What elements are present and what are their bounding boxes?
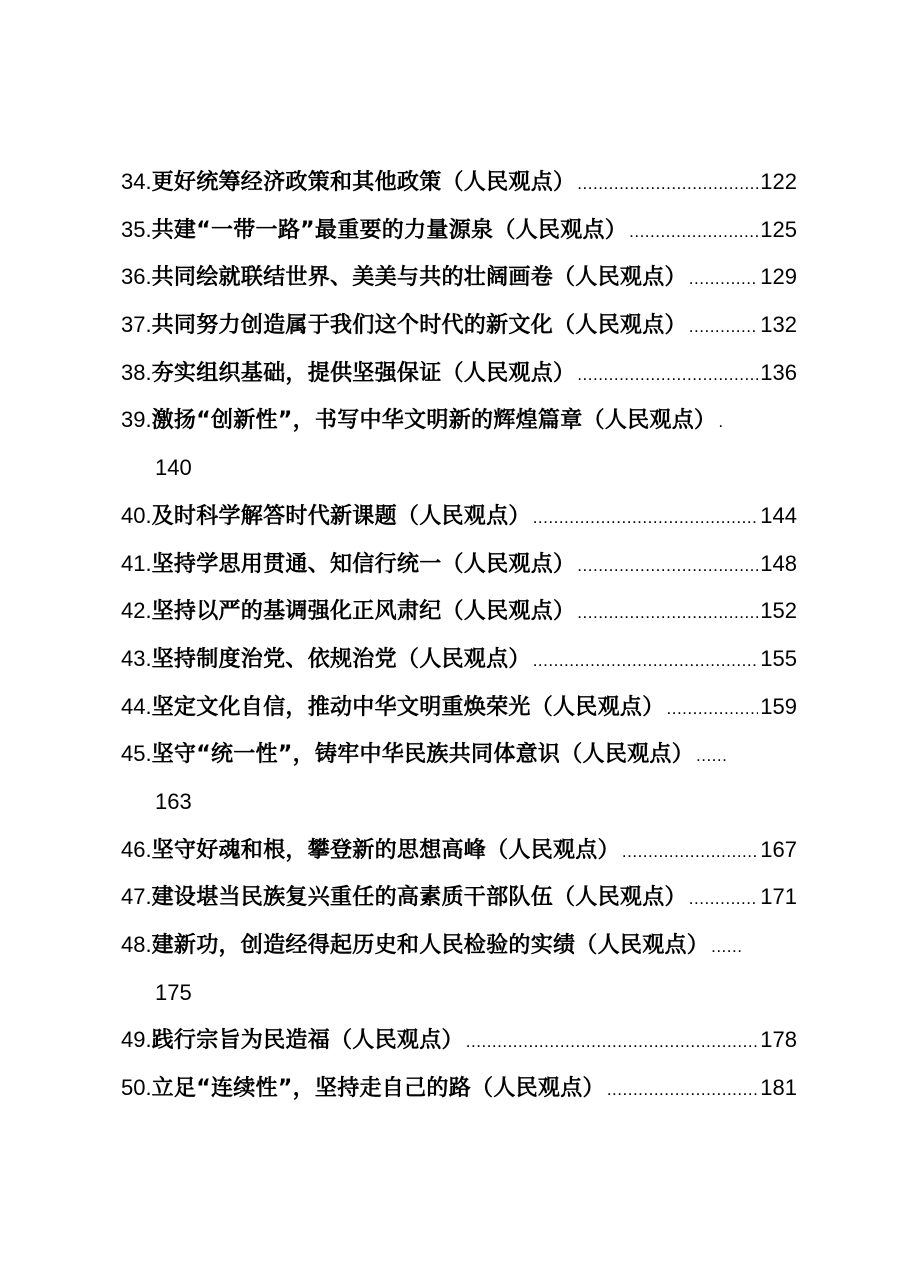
toc-leader-dots [607, 1066, 758, 1112]
toc-entry[interactable] [121, 206, 797, 254]
table-of-contents [121, 158, 797, 1112]
toc-entry-title: 共同绘就联结世界、美美与共的壮阔画卷（人民观点） [151, 265, 687, 291]
toc-entry[interactable] [121, 873, 797, 921]
toc-entry[interactable] [121, 349, 797, 397]
toc-leader-dots [689, 875, 758, 921]
toc-entry-number: 36. [121, 264, 152, 290]
toc-entry-number: 44. [121, 693, 152, 719]
toc-entry-title: 夯实组织基础，提供坚强保证（人民观点） [151, 360, 576, 386]
toc-entry-title: 坚持以严的基调强化正风肃纪（人民观点） [151, 599, 576, 625]
toc-entry-page: 171 [760, 884, 797, 910]
toc-entry-page: 175 [155, 979, 192, 1005]
toc-leader-dots: ...... [711, 937, 743, 956]
toc-entry[interactable] [121, 301, 797, 349]
toc-entry-page: 148 [760, 550, 797, 576]
toc-entry-number: 39. [121, 407, 152, 433]
toc-entry[interactable] [121, 1016, 797, 1064]
toc-entry[interactable] [121, 921, 797, 969]
toc-leader-dots [689, 303, 758, 349]
toc-entry-page: 181 [760, 1075, 797, 1101]
toc-leader-dots [577, 351, 758, 397]
toc-entry-number: 41. [121, 550, 152, 576]
toc-leader-dots: ...... [696, 746, 728, 766]
toc-entry-title: 更好统筹经济政策和其他政策（人民观点） [151, 170, 576, 195]
toc-entry[interactable] [121, 826, 797, 874]
toc-entry-number: 48. [121, 932, 152, 957]
toc-entry-page: 136 [760, 359, 797, 385]
toc-leader-dots [577, 542, 758, 588]
toc-entry-page: 129 [760, 264, 797, 290]
toc-entry-number: 40. [121, 502, 152, 528]
toc-leader-dots: . [718, 412, 724, 432]
toc-entry-page: 152 [760, 598, 797, 624]
toc-entry-title: 共同努力创造属于我们这个时代的新文化（人民观点） [151, 313, 687, 339]
toc-entry-number: 43. [121, 645, 152, 671]
toc-entry-number: 42. [121, 598, 152, 624]
toc-entry[interactable] [121, 635, 797, 683]
toc-leader-dots [466, 1018, 758, 1064]
toc-entry-page: 122 [760, 169, 797, 194]
toc-entry-continuation[interactable] [121, 444, 797, 492]
toc-entry-page: 163 [155, 788, 192, 814]
toc-entry-number: 47. [121, 884, 152, 910]
toc-leader-dots [629, 208, 758, 254]
toc-entry[interactable] [121, 396, 797, 444]
toc-entry-title: 激扬“创新性”，书写中华文明新的辉煌篇章（人民观点） [151, 408, 717, 434]
toc-entry[interactable] [121, 683, 797, 731]
toc-entry-page: 140 [155, 455, 192, 481]
toc-entry-number: 49. [121, 1027, 152, 1053]
toc-entry-title: 坚定文化自信，推动中华文明重焕荣光（人民观点） [151, 694, 665, 720]
toc-entry-number: 35. [121, 216, 152, 242]
toc-entry-page: 144 [760, 502, 797, 528]
toc-entry-page: 155 [760, 645, 797, 671]
toc-entry-page: 125 [760, 216, 797, 242]
toc-entry-title: 坚守“统一性”，铸牢中华民族共同体意识（人民观点） [151, 742, 695, 768]
toc-entry-continuation[interactable] [121, 969, 797, 1017]
toc-entry-title: 建设堪当民族复兴重任的高素质干部队伍（人民观点） [151, 885, 687, 911]
toc-entry[interactable] [121, 492, 797, 540]
toc-entry-page: 159 [760, 693, 797, 719]
toc-entry-number: 46. [121, 836, 152, 862]
toc-leader-dots [667, 685, 759, 731]
toc-entry-number: 45. [121, 741, 152, 767]
toc-entry-title: 立足“连续性”，坚持走自己的路（人民观点） [151, 1076, 605, 1102]
toc-entry-page: 132 [760, 312, 797, 338]
toc-entry-continuation[interactable] [121, 778, 797, 826]
toc-entry-page: 178 [760, 1027, 797, 1053]
toc-entry-title: 坚持制度治党、依规治党（人民观点） [151, 646, 531, 672]
toc-entry-number: 34. [121, 169, 152, 194]
toc-entry[interactable] [121, 540, 797, 588]
toc-entry[interactable] [121, 253, 797, 301]
toc-leader-dots [577, 160, 758, 206]
toc-leader-dots [689, 255, 758, 301]
toc-leader-dots [577, 589, 758, 635]
toc-entry[interactable] [121, 158, 797, 206]
toc-entry-number: 37. [121, 312, 152, 338]
toc-entry-title: 坚守好魂和根，攀登新的思想高峰（人民观点） [151, 837, 620, 863]
toc-leader-dots [533, 494, 759, 540]
toc-entry-title: 坚持学思用贯通、知信行统一（人民观点） [151, 551, 576, 577]
toc-entry-title: 践行宗旨为民造福（人民观点） [151, 1028, 464, 1054]
toc-entry-page: 167 [760, 836, 797, 862]
toc-leader-dots [533, 637, 759, 683]
toc-entry[interactable] [121, 587, 797, 635]
toc-entry[interactable] [121, 730, 797, 778]
toc-entry-title: 建新功，创造经得起历史和人民检验的实绩（人民观点） [151, 933, 710, 958]
toc-entry[interactable] [121, 1064, 797, 1112]
toc-entry-number: 38. [121, 359, 152, 385]
toc-entry-title: 共建“一带一路”最重要的力量源泉（人民观点） [151, 217, 628, 243]
toc-entry-title: 及时科学解答时代新课题（人民观点） [151, 503, 531, 529]
toc-entry-number: 50. [121, 1075, 152, 1101]
toc-leader-dots [622, 828, 758, 874]
